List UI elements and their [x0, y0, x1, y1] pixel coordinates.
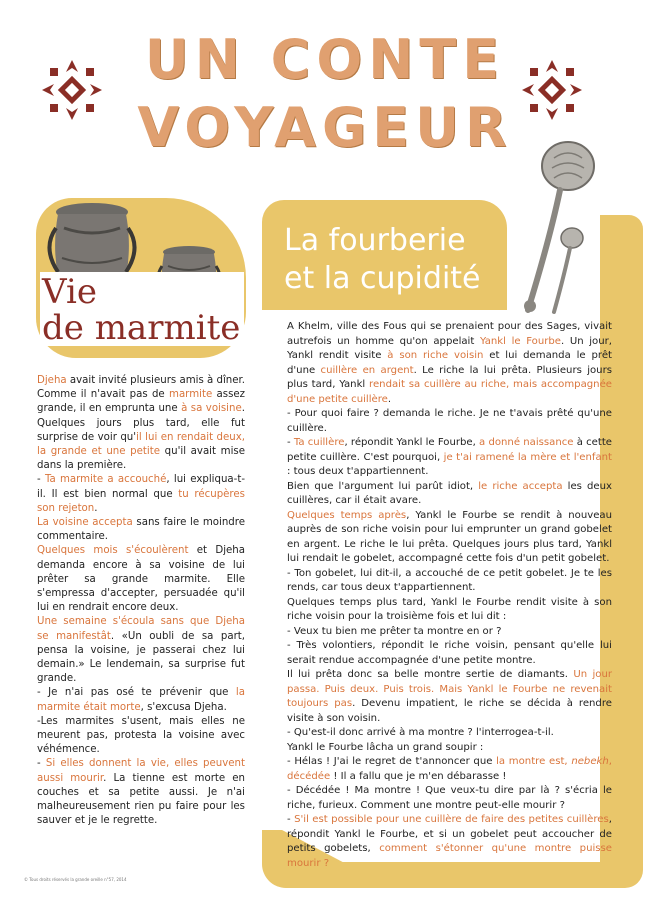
left-paragraph	[37, 473, 245, 516]
highlighted-text: à son riche voisin	[387, 350, 484, 361]
highlighted-text: Ta marmite a accouché	[44, 474, 167, 486]
highlighted-text: le riche accepta	[478, 480, 563, 492]
highlighted-text: Un jour passa. Puis deux. Puis trois. Mais Yankl le Fourbe ne revenait toujours pas	[287, 669, 612, 709]
right-paragraph	[287, 480, 612, 509]
highlighted-text: Djeha	[37, 375, 67, 386]
highlighted-text: Une semaine s'écoula sans que Djeha se manifestât	[37, 616, 245, 642]
left-paragraph	[37, 615, 245, 686]
text-run: A Khelm, ville des Fous qui se prenaient pour des Sages, vivait autrefois un homme qu'on appelait	[287, 321, 612, 347]
text-run: , répondit Yankl le Fourbe,	[344, 437, 480, 448]
left-paragraph	[37, 757, 245, 828]
highlighted-text: la montre est,	[496, 756, 572, 767]
text-run: sans faire le moindre commentaire.	[37, 517, 245, 543]
text-run: .	[387, 393, 392, 405]
text-run: . Quelques jours plus tard, elle fut surprise de voir qu'	[37, 403, 245, 443]
text-run: et Djeha demanda encore à sa voisine de lui prêter sa grande marmite. Elle s'empressa d'accepter, persuadée qu'il lui en rendrait encore deux.	[37, 545, 245, 614]
text-run: assez grande, il en emprunta une	[37, 389, 245, 415]
text-run: , répondit Yankl le Fourbe, et si un gobelet peut accoucher de petits gobelets,	[287, 814, 612, 854]
right-heading-line2: et la cupidité	[284, 261, 481, 296]
text-run: : tous deux t'appartiennent.	[287, 466, 429, 477]
highlighted-text: marmite	[169, 389, 213, 401]
ornament-star-icon	[520, 58, 584, 122]
left-heading-line2: de marmite	[42, 308, 241, 348]
right-paragraph	[287, 784, 612, 813]
highlighted-text: Si elles donnent la vie, elles peuvent aussi mourir	[37, 758, 245, 784]
text-run: -	[37, 758, 46, 770]
text-run: , Yankl le Fourbe se rendit à nouveau auprès de son riche voisin pour lui emprunter un grand gobelet en argent. Le riche le lui prêta. Quelques jours plus tard, Yankl lui rendait le gobelet, accompagné cette fois d'un petit gobelet.	[287, 509, 612, 564]
right-paragraph	[287, 407, 612, 436]
text-run: - Hélas ! J'ai le regret de t'annoncer que	[287, 756, 497, 767]
left-section-heading	[40, 272, 244, 346]
right-paragraph	[287, 668, 612, 726]
text-run: . La tienne est morte en couches et sa petite aussi. Je n'ai malheureusement rien pu faire pour les sauver et je le regrette.	[37, 772, 245, 827]
left-paragraph	[37, 715, 245, 758]
text-run: - Veux tu bien me prêter ta montre en or ?	[287, 625, 502, 637]
page-title-line2: VOYAGEUR	[137, 96, 513, 159]
right-paragraph	[287, 436, 612, 480]
text-run: les deux cuillères, car il était avare.	[287, 480, 612, 506]
left-story-text	[37, 374, 245, 829]
highlighted-text: rendait sa cuillère au riche, mais accompagnée d'une petite cuillère	[287, 379, 613, 405]
right-paragraph	[287, 596, 612, 625]
text-run: . «Un oubli de sa part, pensa la voisine, je passerai chez lui demain.» Le lendemain, sa surprise fut grande.	[37, 630, 245, 685]
text-run: Quelques temps plus tard, Yankl le Fourbe rendit visite à son riche voisin pour la troisième fois et lui dit :	[287, 596, 612, 622]
right-paragraph	[287, 813, 612, 871]
highlighted-text: il lui en rendait deux, la grande et une petite	[37, 431, 246, 458]
highlighted-text: S'il est possible pour une cuillère de faire des petites cuillères	[294, 814, 609, 825]
text-run: Yankl le Fourbe lâcha un grand soupir :	[287, 741, 484, 753]
text-run: . Un jour, Yankl rendit visite	[287, 335, 612, 361]
text-run: - Pour quoi faire ? demanda le riche. Je ne t'avais prêté qu'une cuillère.	[287, 408, 612, 434]
right-paragraph	[287, 726, 612, 741]
text-run: Bien que l'argument lui parût idiot,	[287, 480, 479, 492]
ornament-star-icon	[40, 58, 104, 122]
text-run: , lui expliqua-t-il. Il est bien normal que	[37, 474, 245, 500]
highlighted-text: a donné naissance	[479, 437, 574, 448]
text-run: - Ton gobelet, lui dit-il, a accouché de ce petit gobelet. Je te les rends, car tous deux t'appartiennent.	[287, 567, 612, 593]
highlighted-text: tu récupères son rejeton	[37, 488, 245, 514]
right-paragraph	[287, 741, 612, 756]
right-heading-line1: La fourberie	[284, 223, 466, 258]
highlighted-text: Quelques temps après	[287, 509, 407, 521]
text-run: . Devenu impatient, le riche se décida à rendre visite à son voisin.	[287, 698, 612, 724]
right-paragraph	[287, 639, 612, 668]
left-paragraph	[37, 374, 245, 473]
footer-credit: © Tous droits réservés la grande oreille n°57, 2014	[24, 877, 127, 882]
highlighted-text: Ta cuillère	[293, 437, 345, 448]
text-run: ! Il a fallu que je m'en débarasse !	[330, 770, 507, 782]
text-run: , s'excusa Djeha.	[140, 701, 227, 713]
left-paragraph	[37, 516, 245, 544]
text-run: avait invité plusieurs amis à dîner. Comme il n'avait pas de	[37, 375, 246, 401]
left-paragraph	[37, 544, 245, 615]
highlighted-text: comment s'étonner qu'une montre puisse mourir ?	[287, 843, 612, 869]
left-paragraph	[37, 686, 245, 714]
right-paragraph	[287, 567, 612, 596]
right-paragraph	[287, 625, 612, 640]
highlighted-text: la marmite était morte	[37, 687, 245, 713]
highlighted-text: , décédée	[287, 756, 612, 782]
highlighted-text: La voisine accepta	[37, 517, 133, 529]
text-run: -	[287, 814, 295, 825]
highlighted-text: je t'ai ramené la mère et l'enfant	[443, 451, 612, 463]
text-run: - Très volontiers, répondit le riche voisin, pensant qu'elle lui serait rendue accompagnée d'une petite montre.	[287, 640, 612, 666]
highlighted-text: à sa voisine	[181, 403, 242, 415]
text-run: -	[287, 437, 294, 448]
highlighted-text: Quelques mois s'écoulèrent	[37, 545, 189, 557]
right-paragraph	[287, 509, 612, 567]
text-run: à cette petite cuillère. C'est pourquoi,	[287, 437, 612, 463]
right-paragraph	[287, 320, 612, 407]
text-run: Il lui prêta donc sa belle montre sertie de diamants.	[287, 669, 574, 680]
text-run: - Qu'est-il donc arrivé à ma montre ? l'interrogea-t-il.	[287, 727, 554, 738]
highlighted-text: nebekh	[571, 756, 609, 767]
small-spoon-image	[544, 226, 588, 316]
right-story-text	[287, 320, 612, 871]
text-run: - Je n'ai pas osé te prévenir que	[37, 687, 236, 699]
highlighted-text: cuillère en argent	[320, 364, 414, 376]
text-run: -Les marmites s'usent, mais elles ne meurent pas, protesta la voisine avec véhémence.	[37, 715, 245, 756]
text-run: qu'il avait mise dans la première.	[37, 446, 245, 472]
right-section-heading	[284, 222, 481, 298]
text-run: et lui demanda le prêt d'une	[287, 350, 612, 376]
left-heading-line1: Vie	[42, 272, 97, 312]
text-run: .	[94, 502, 98, 514]
text-run: - Décédée ! Ma montre ! Que veux-tu dire par là ? s'écria le riche, furieux. Comment une montre peut-elle mourir ?	[287, 785, 612, 811]
text-run: -	[37, 474, 45, 486]
right-paragraph	[287, 755, 612, 784]
text-run: . Le riche la lui prêta. Plusieurs jours plus tard, Yankl	[287, 364, 612, 390]
page-title-line1: UN CONTE	[144, 28, 506, 91]
highlighted-text: Yankl le Fourbe	[479, 335, 562, 347]
